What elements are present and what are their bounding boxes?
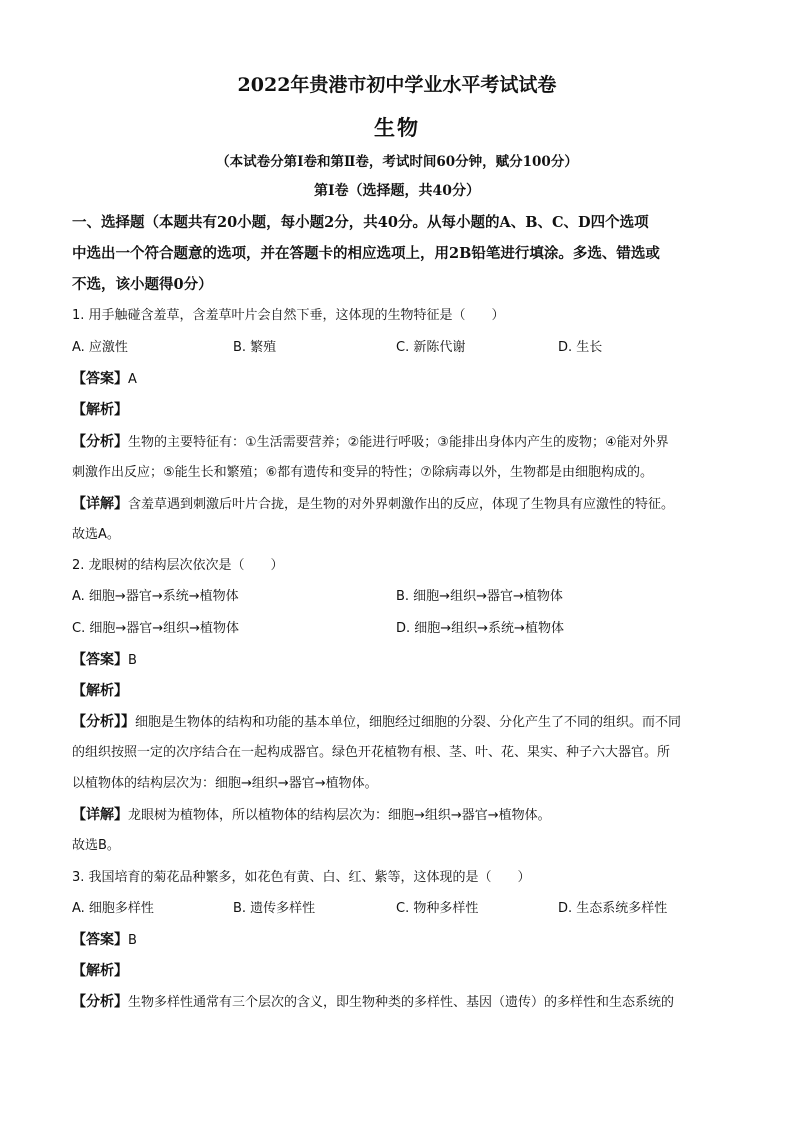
subject-title: 生物 (374, 115, 420, 140)
q1-stem: 1. 用手触碰含羞草，含羞草叶片会自然下垂，这体现的生物特征是（ ） (72, 308, 505, 323)
analysis-text: 细胞是生物体的结构和功能的基本单位，细胞经过细胞的分裂、分化产生了不同的组织。而不同 (135, 715, 682, 730)
q2-option-d: D. 细胞→组织→系统→植物体 (396, 621, 564, 636)
answer-value: B (128, 933, 137, 948)
q2-option-b: B. 细胞→组织→器官→植物体 (396, 589, 563, 604)
q2-answer (72, 650, 137, 671)
q2-analysis-line-2: 的组织按照一定的次序结合在一起构成器官。绿色开花植物有根、茎、叶、花、果实、种子六大器官。所 (72, 745, 671, 760)
answer-tag: 【答案】 (72, 652, 128, 668)
section-instructions-line-1: 一、选择题（本题共有20小题，每小题2分，共40分。从每小题的A、B、C、D四个选项 (72, 214, 649, 231)
analysis-tag: 【分析】 (72, 434, 128, 450)
q3-option-a: A. 细胞多样性 (72, 901, 154, 916)
q1-analysis-line-1 (72, 432, 669, 453)
answer-tag: 【答案】 (72, 371, 128, 387)
q2-detail (72, 805, 551, 826)
section-instructions-line-3: 不选，该小题得0分） (72, 276, 213, 293)
q1-analysis-line-2: 刺激作出反应；⑤能生长和繁殖；⑥都有遗传和变异的特性；⑦除病毒以外，生物都是由细胞构成的。 (72, 465, 653, 480)
detail-text: 含羞草遇到刺激后叶片合拢，是生物的对外界刺激作出的反应，体现了生物具有应激性的特征。 (128, 497, 675, 512)
q1-option-c: C. 新陈代谢 (396, 340, 466, 355)
q2-conclusion: 故选B。 (72, 838, 120, 853)
detail-tag: 【详解】 (72, 807, 128, 823)
q1-option-b: B. 繁殖 (233, 340, 277, 355)
exam-note: （本试卷分第Ⅰ卷和第Ⅱ卷，考试时间60分钟，赋分100分） (216, 154, 578, 170)
part-heading: 第Ⅰ卷（选择题，共40分） (313, 183, 481, 199)
q2-analysis-line-1 (72, 712, 681, 733)
analysis-text: 生物多样性通常有三个层次的含义，即生物种类的多样性、基因（遗传）的多样性和生态系统的 (128, 995, 675, 1010)
q2-option-c: C. 细胞→器官→组织→植物体 (72, 621, 240, 636)
q1-answer (72, 369, 137, 390)
q3-option-d: D. 生态系统多样性 (558, 901, 668, 916)
q2-jiexi-tag: 【解析】 (72, 683, 128, 699)
analysis-text: 生物的主要特征有：①生活需要营养；②能进行呼吸；③能排出身体内产生的废物；④能对外界 (128, 435, 669, 450)
q3-answer (72, 930, 137, 951)
q2-stem: 2. 龙眼树的结构层次依次是（ ） (72, 558, 284, 573)
q2-analysis-line-3: 以植物体的结构层次为：细胞→组织→器官→植物体。 (72, 776, 378, 791)
answer-value: A (128, 372, 137, 387)
answer-tag: 【答案】 (72, 932, 128, 948)
q3-stem: 3. 我国培育的菊花品种繁多，如花色有黄、白、红、紫等，这体现的是（ ） (72, 870, 531, 885)
detail-tag: 【详解】 (72, 496, 128, 512)
answer-value: B (128, 653, 137, 668)
q1-detail (72, 494, 674, 515)
q1-option-a: A. 应激性 (72, 340, 128, 355)
detail-text: 龙眼树为植物体，所以植物体的结构层次为：细胞→组织→器官→植物体。 (128, 808, 551, 823)
analysis-tag: 【分析】】 (72, 714, 135, 730)
q3-option-b: B. 遗传多样性 (233, 901, 316, 916)
q2-option-a: A. 细胞→器官→系统→植物体 (72, 589, 239, 604)
page-title: 2022年贵港市初中学业水平考试试卷 (237, 74, 557, 96)
q3-analysis-line-1 (72, 992, 674, 1013)
q1-conclusion: 故选A。 (72, 527, 120, 542)
analysis-tag: 【分析】 (72, 994, 128, 1010)
q3-jiexi-tag: 【解析】 (72, 963, 128, 979)
q3-option-c: C. 物种多样性 (396, 901, 479, 916)
section-instructions-line-2: 中选出一个符合题意的选项，并在答题卡的相应选项上，用2B铅笔进行填涂。多选、错选或 (72, 245, 660, 262)
q1-jiexi-tag: 【解析】 (72, 402, 128, 418)
q1-option-d: D. 生长 (558, 340, 603, 355)
